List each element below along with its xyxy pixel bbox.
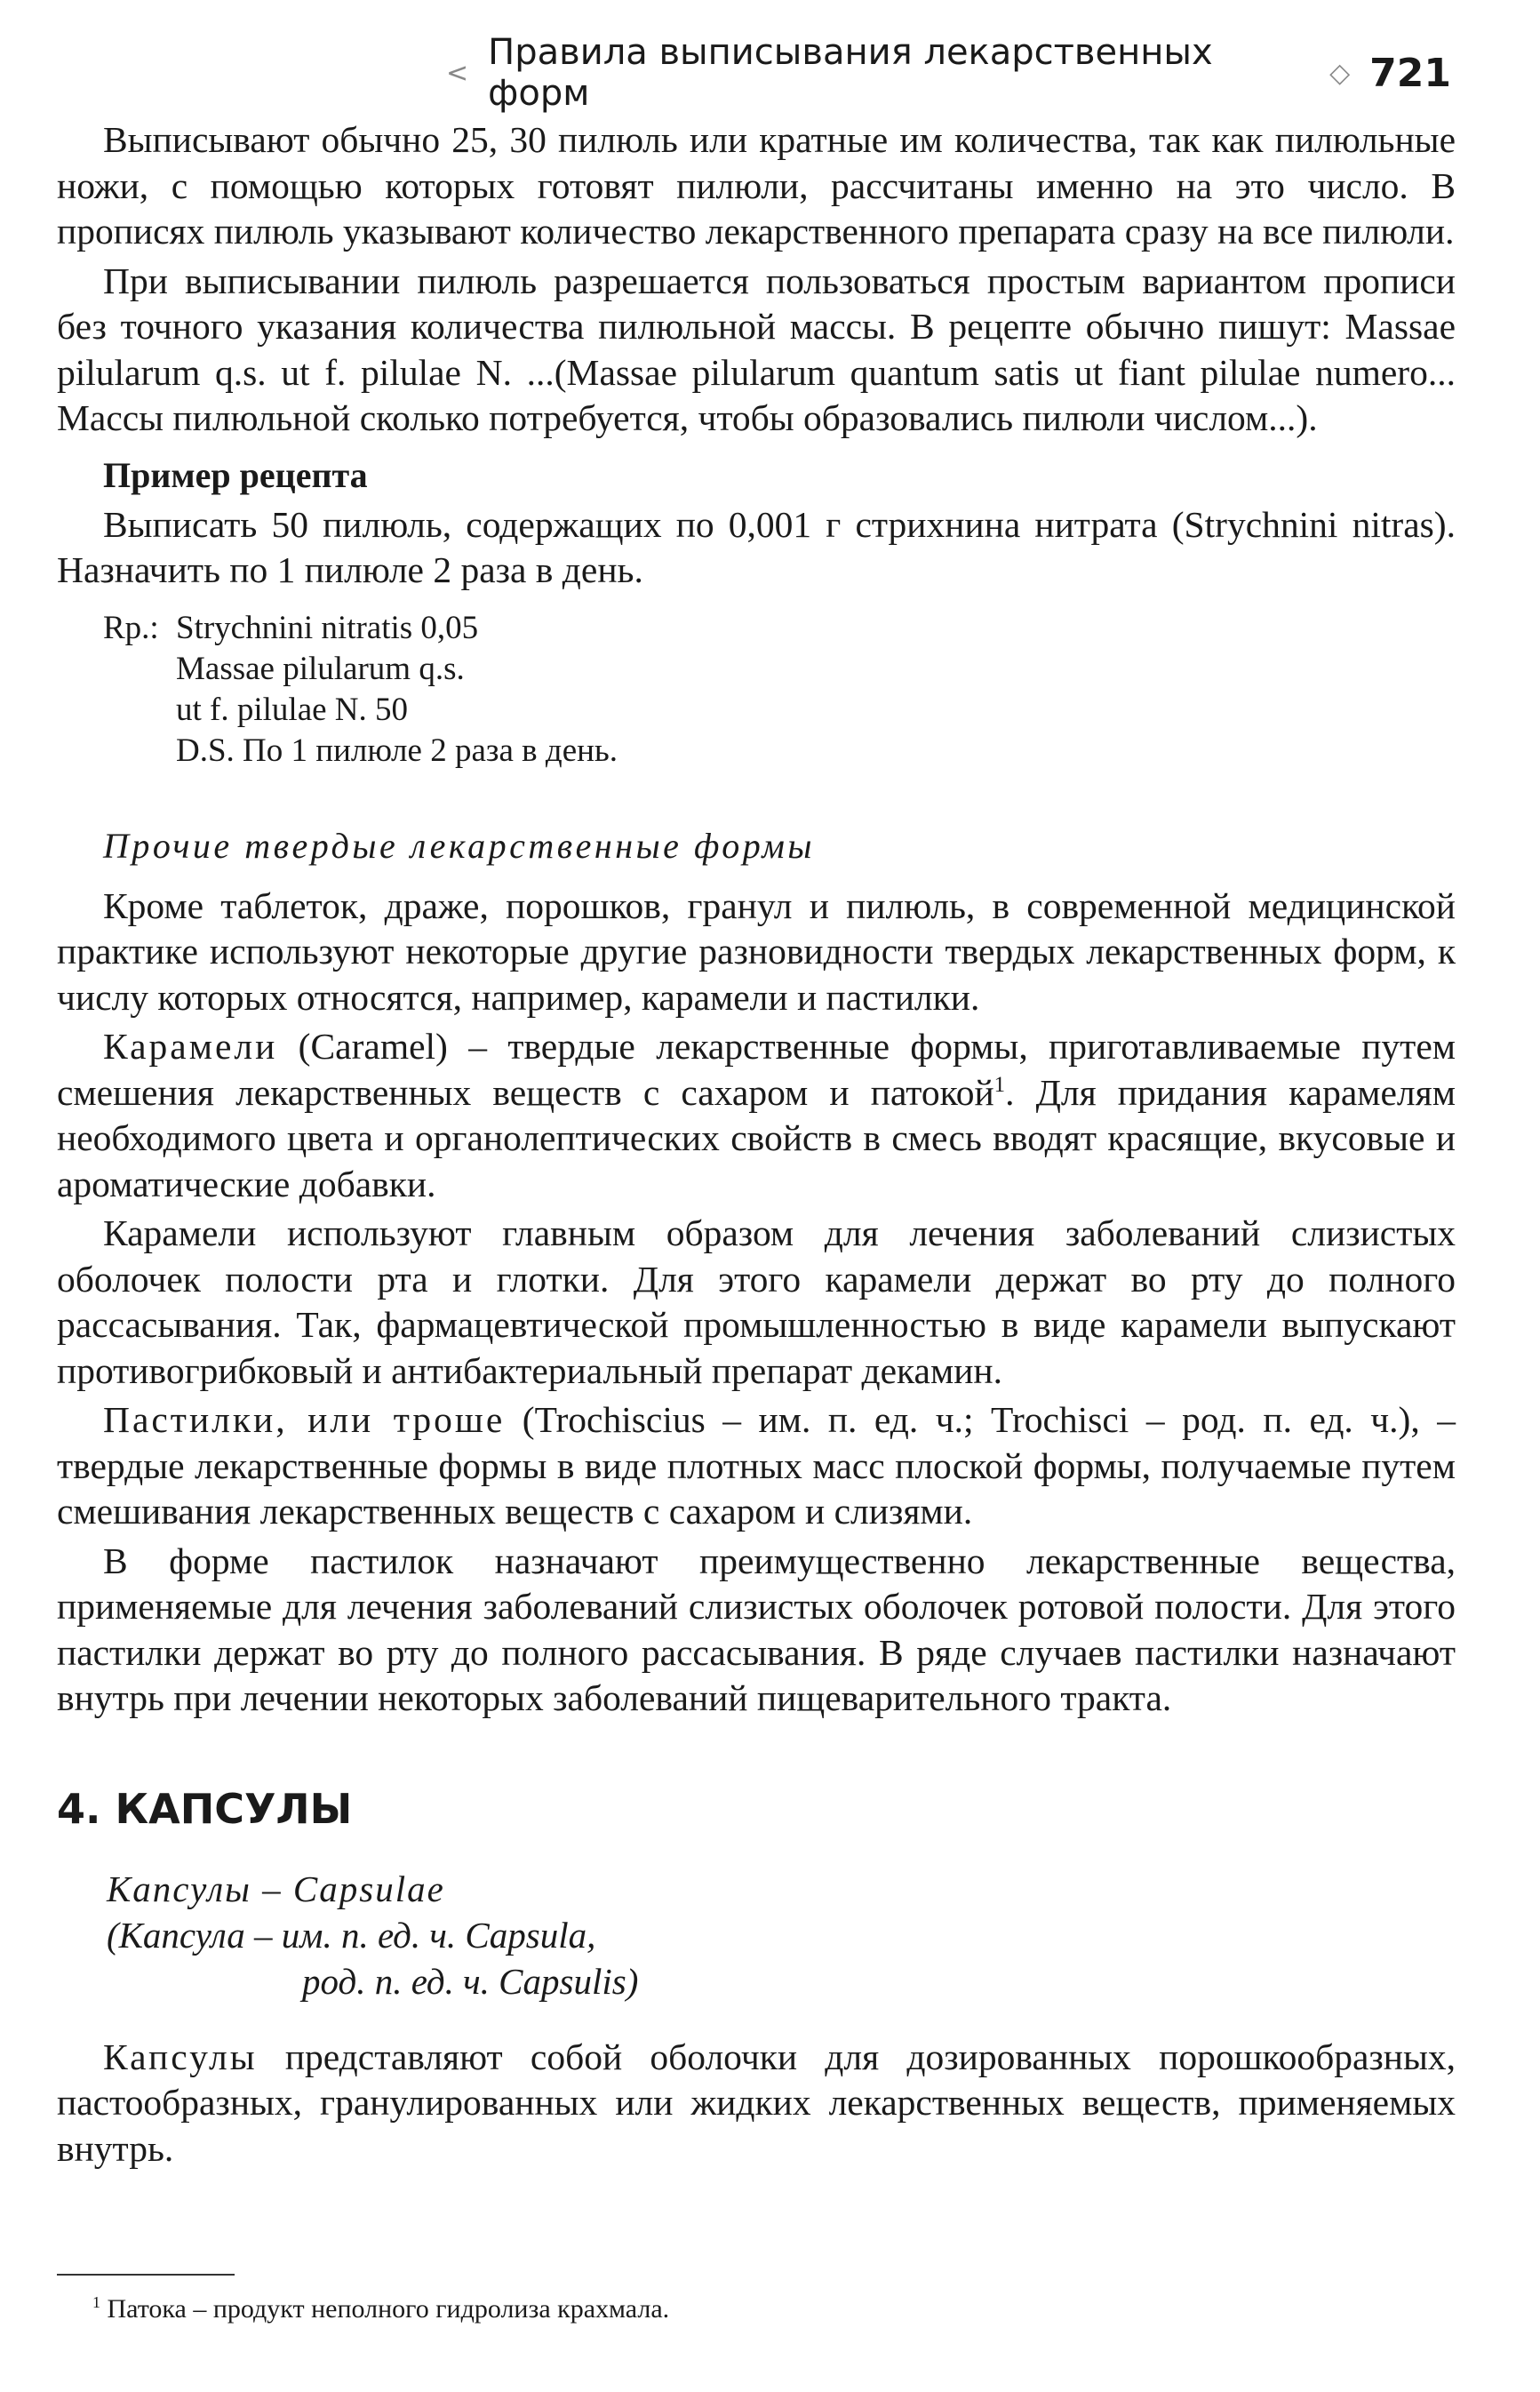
footnote: $^1$ Патока – продукт неполного гидролиза крахмала. — [92, 2293, 670, 2324]
paragraph-lozenges: Пастилки, или троше (Trochiscius – им. п. ед. ч.; Trochisci – род. п. ед. ч.), – твердые лекарственные формы в виде плотных масс плоской формы, получаемые путем смешивания лекарственных веществ с сахаром и слизями. — [57, 1399, 1456, 1532]
footnote-mark: 1 — [92, 2293, 100, 2311]
section-heading: Прочие твердые лекарственные формы — [103, 825, 815, 866]
term-lozenges: Пастилки, или троше — [103, 1399, 506, 1440]
paragraph-example-task: Выписать 50 пилюль, содержащих по 0,001 г стрихнина нитрата (Strychnini nitras). Назначить по 1 пилюле 2 раза в день. — [57, 503, 1456, 590]
paragraph-other-forms: Кроме таблеток, драже, порошков, гранул и пилюль, в современной медицинской практике используют некоторые другие разновидности твердых лекарственных форм, к числу которых относятся, например, карамели и пастилки. — [57, 884, 1456, 1018]
recipe-line: ut f. pilulae N. 50 — [176, 691, 409, 728]
latin-line: (Капсула – им. п. ед. ч. Capsula, — [107, 1914, 596, 1956]
page-body — [57, 117, 1456, 2172]
paragraph-pills-simple: При выписывании пилюль разрешается пользоваться простым вариантом прописи без точного указания количества пилюльной массы. В рецепте обычно пишут: Massae pilularum q.s. ut f. pilulae N. ...(Massae pilularum quantum satis ut fiant pilulae numero... Массы пилюльной сколько потребуется, чтобы образовались пилюли числом...). — [57, 260, 1456, 438]
paragraph-caramel: Карамели (Caramel) – твердые лекарственные формы, приготавливаемые путем смешения лекарственных веществ с сахаром и патокой$^1$. Для придания карамелям необходимого цвета и органолептических свойств в смесь вводят красящие, вкусовые и ароматические добавки. — [57, 1026, 1456, 1204]
paragraph-caramel-use: Карамели используют главным образом для лечения заболеваний слизистых оболочек полости рта и глотки. Для этого карамели держат во рту до полного рассасывания. Так, фармацевтической промышленностью в виде карамели выпускают противогрибковый и антибактериальный препарат декамин. — [57, 1212, 1456, 1391]
chapter-heading: 4. КАПСУЛЫ — [57, 1784, 353, 1833]
running-header-title: Правила выписывания лекарственных форм — [488, 32, 1213, 114]
example-heading: Пример рецепта — [103, 454, 368, 495]
term-caramel: Карамели — [103, 1026, 278, 1067]
recipe-line: Strychnini nitratis 0,05 — [176, 609, 479, 646]
running-header — [427, 32, 1451, 114]
diamond-ornament-icon: ◇ — [1329, 57, 1351, 89]
ornament-left-icon: < — [446, 57, 469, 89]
footnote-divider — [57, 2274, 235, 2276]
recipe-block — [103, 608, 1456, 772]
latin-name-block — [107, 1866, 1456, 2004]
term-capsules: Капсулы — [103, 2036, 258, 2077]
recipe-line: Massae pilularum q.s. — [176, 650, 465, 687]
paragraph-capsules: Капсулы представляют собой оболочки для дозированных порошкообразных, пастообразных, гранулированных или жидких лекарственных веществ, применяемых внутрь. — [57, 2036, 1456, 2169]
page-number: 721 — [1369, 50, 1451, 96]
recipe-line: D.S. По 1 пилюле 2 раза в день. — [176, 732, 618, 769]
footnote-ref: 1 — [993, 1072, 1006, 1097]
latin-line: род. п. ед. ч. Capsulis) — [302, 1960, 639, 2002]
paragraph-pills-count: Выписывают обычно 25, 30 пилюль или кратные им количества, так как пилюльные ножи, с помощью которых готовят пилюли, рассчитаны именно на это число. В прописях пилюль указывают количество лекарственного препарата сразу на все пилюли. — [57, 119, 1456, 252]
latin-line: Капсулы – Capsulae — [107, 1868, 445, 1909]
paragraph-lozenges-use: В форме пастилок назначают преимущественно лекарственные вещества, применяемые для лечения заболеваний слизистых оболочек ротовой полости. Для этого пастилки держат во рту до полного рассасывания. В ряде случаев пастилки назначают внутрь при лечении некоторых заболеваний пищеварительного тракта. — [57, 1540, 1456, 1718]
recipe-label: Rp.: — [103, 609, 159, 646]
